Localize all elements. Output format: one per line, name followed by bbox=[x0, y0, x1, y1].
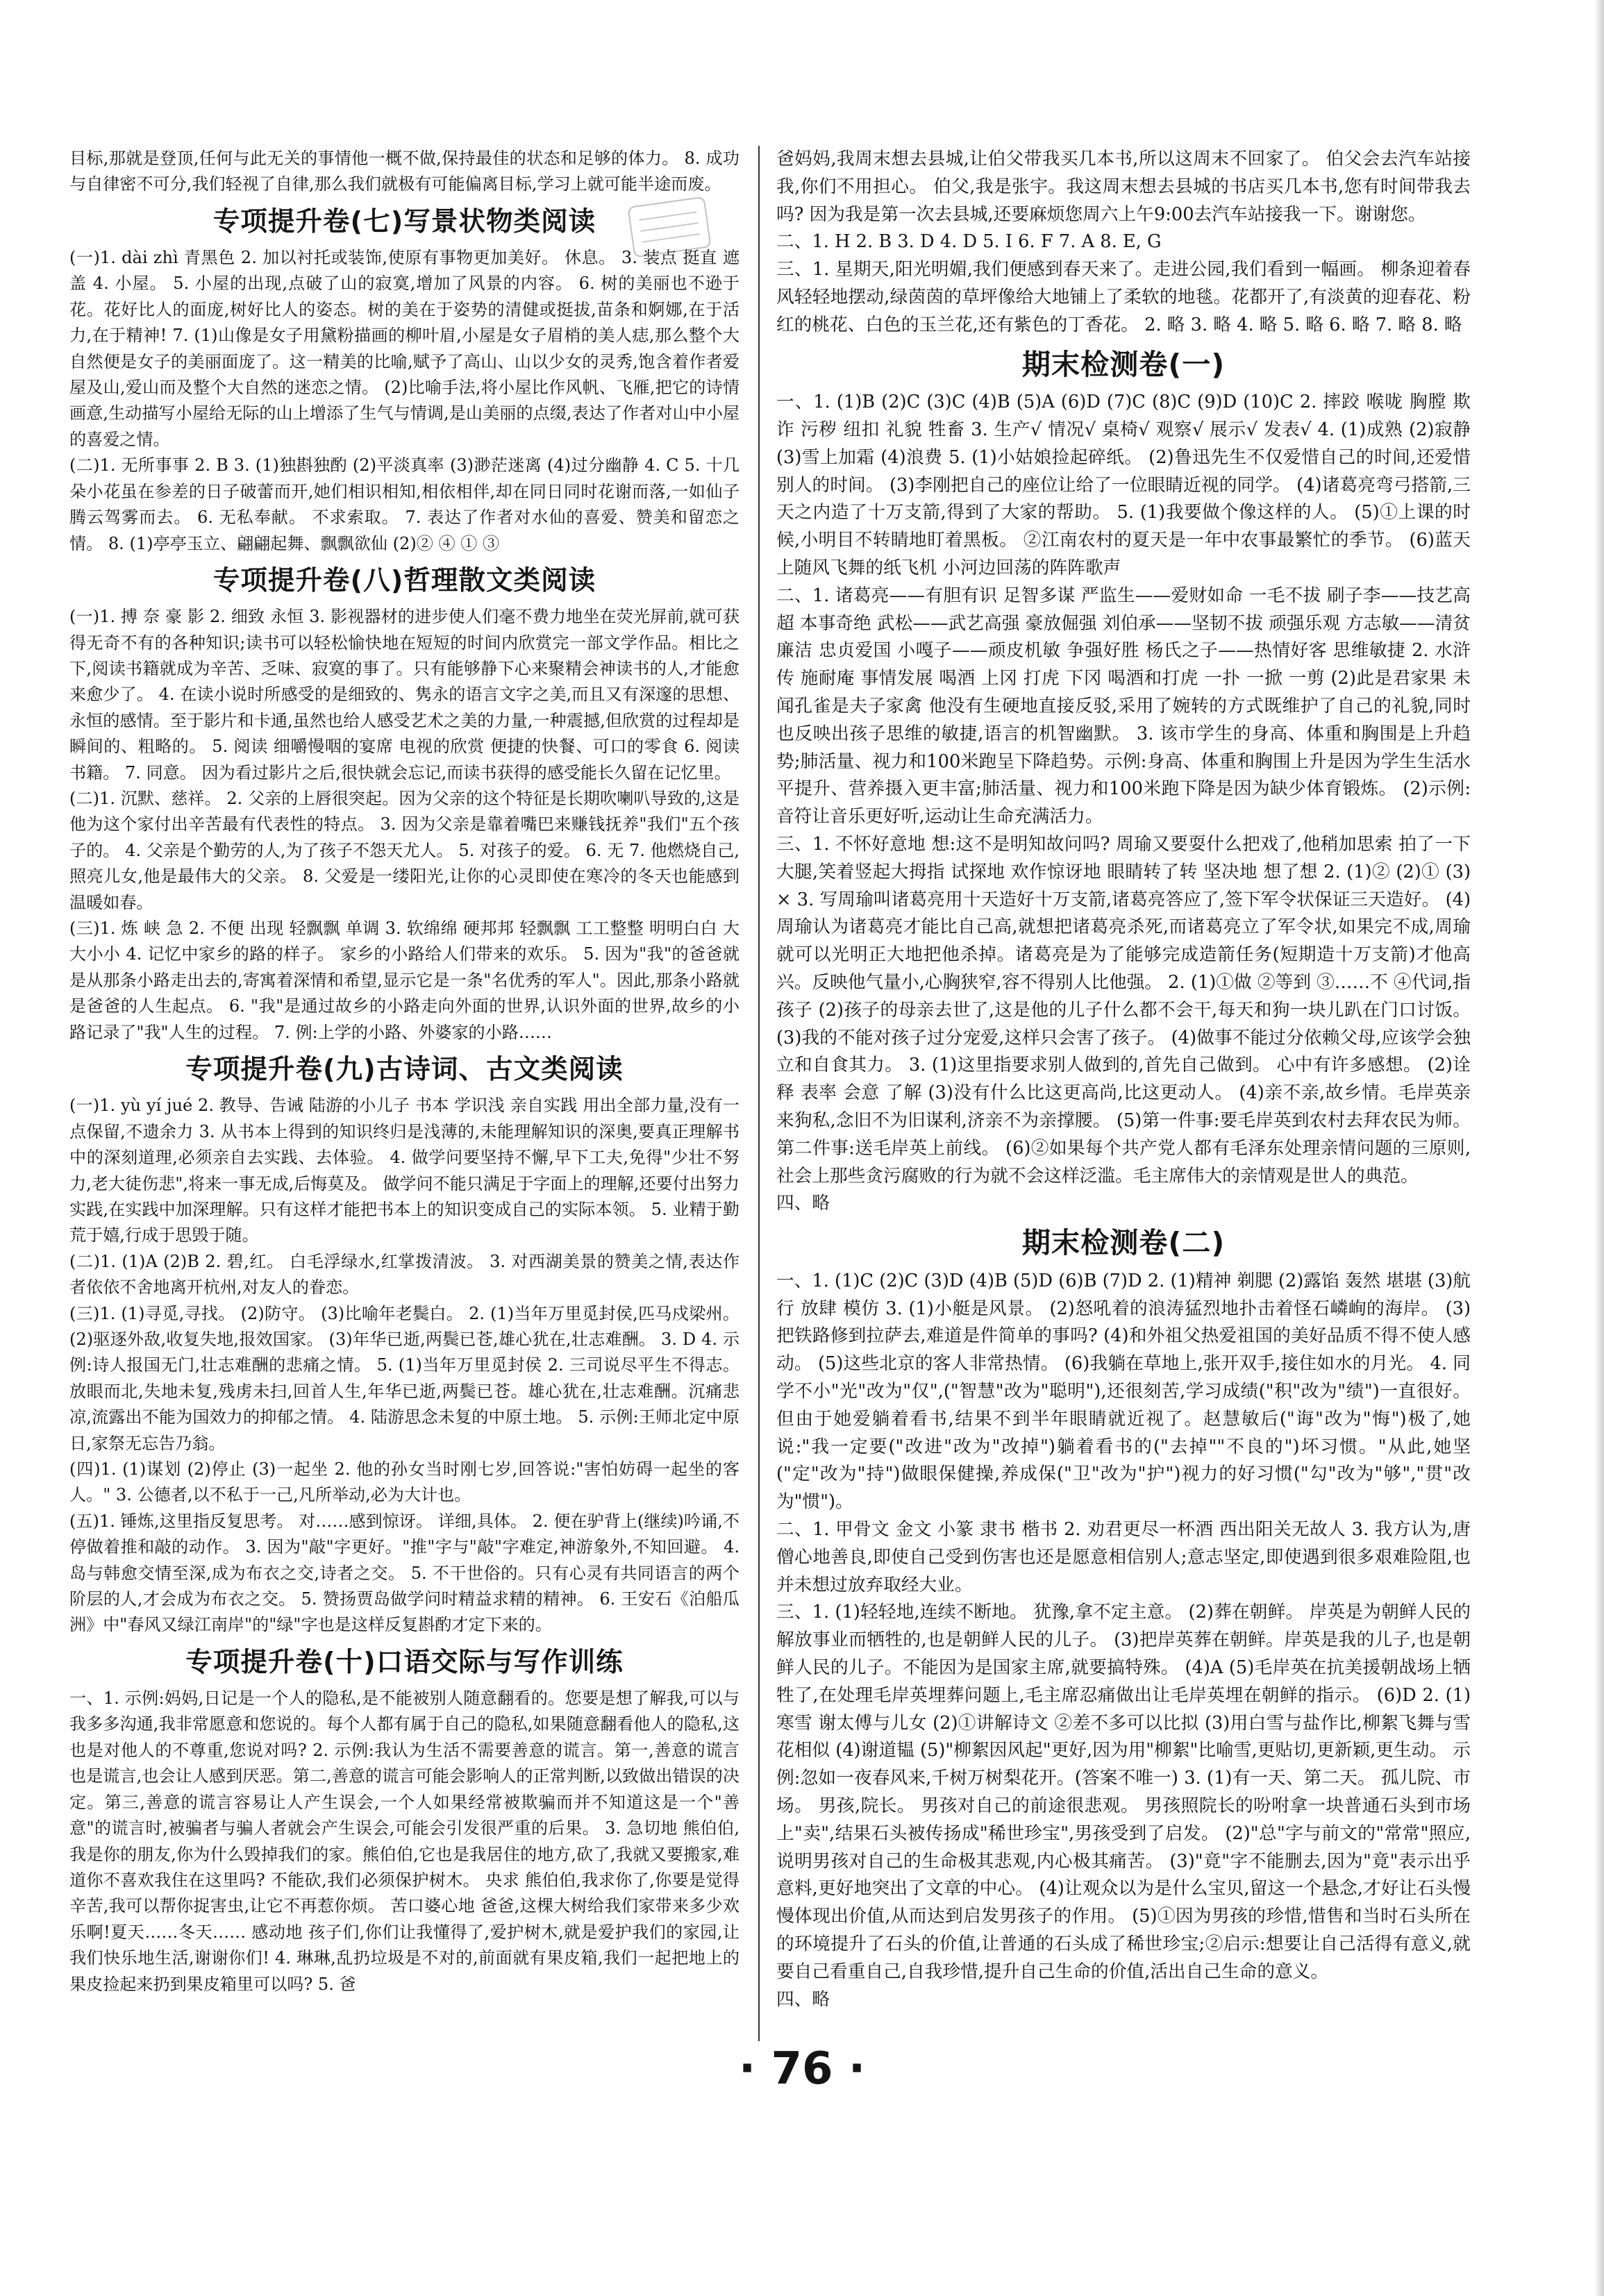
answer-paragraph: 二、1. 诸葛亮——有胆有识 足智多谋 严监生——爱财如命 一毛不拔 刷子李——技艺高超 本事奇绝 武松——武艺高强 豪放倔强 刘伯承——坚韧不拔 顽强乐观 方志敏——清贫廉洁 忠贞爱国 小嘎子——顽皮机敏 争强好胜 杨氏之子——热情好客 思维敏捷 2. 水浒传 施耐庵 事情发展 喝酒 上冈 打虎 下冈 喝酒和打虎 一扑 一掀 一剪 (2)此是君家果 未闻孔雀是夫子家禽 他没有生硬地直接反驳,采用了婉转的方式既维护了自己的礼貌,同时也反映出孩子思维的敏捷,语言的机智幽默。 3. 该市学生的身高、体重和胸围是上升趋势;肺活量、视力和100米跑呈下降趋势。示例:身高、体重和胸围上升是因为学生生活水平提升、营养摄入更丰富;肺活量、视力和100米跑下降是因为缺少体育锻炼。 (2)示例:音符让音乐更好听,运动让生命充满活力。 bbox=[776, 585, 1471, 828]
answer-paragraph: (二)1. 沉默、慈祥。 2. 父亲的上唇很突起。因为父亲的这个特征是长期吹喇叭导致的,这是他为这个家付出辛苦最有代表性的特点。 3. 因为父亲是靠着嘴巴来赚钱抚养"我们"五个孩子的。 4. 父亲是个勤劳的人,为了孩子不怨天尤人。 5. 对孩子的爱。 6. 无 7. 他燃烧自己,照亮儿女,他是最伟大的父亲。 8. 父爱是一缕阳光,让你的心灵即使在寒冷的冬天也能感到温暖如春。 bbox=[69, 789, 740, 912]
answer-paragraph: 一、1. (1)C (2)C (3)D (4)B (5)D (6)B (7)D 2. (1)精神 剃腮 (2)露馅 轰然 堪堪 (3)航行 放肆 模仿 3. (1)小艇是风景。 (2)怒吼着的浪涛猛烈地扑击着怪石嶙峋的海岸。 (3)把铁路修到拉萨去,难道是件简单的事吗? (4)和外祖父热爱祖国的美好品质不得不使人感动。 (5)这些北京的客人非常热情。 (6)我躺在草地上,张开双手,接住如水的月光。 4. 同学不小"光"改为"仅",("智慧"改为"聪明"),还很刻苦,学习成绩("积"改为"绩")一直很好。但由于她爱躺着看书,结果不到半年眼睛就近视了。赵慧敏后("诲"改为"悔")极了,她说:"我一定要("改进"改为"改掉")躺着看书的("去掉""不良的")坏习惯。"从此,她坚("定"改为"持")做眼保健操,养成保("卫"改为"护")视力的好习惯("勾"改为"够","贯"改为"惯")。 bbox=[776, 1270, 1471, 1513]
column-divider bbox=[758, 146, 760, 2041]
binding-shadow bbox=[1594, 0, 1604, 2296]
answer-paragraph: 三、1. 不怀好意地 想:这不是明知故问吗? 周瑜又要耍什么把戏了,他稍加思索 拍了一下大腿,笑着竖起大拇指 试探地 欢作惊讶地 眼睛转了转 坚决地 想了想 2. (1)② (2)① (3)× 3. 写周瑜叫诸葛亮用十天造好十万支箭,诸葛亮答应了,签下军令状保证三天造好。 (4)周瑜认为诸葛亮才能比自己高,就想把诸葛亮杀死,而诸葛亮立了军令状,如果完不成,周瑜就可以光明正大地把他杀掉。诸葛亮是为了能够完成造箭任务(短期造十万支箭)才他高兴。反映他气量小,心胸狭窄,容不得别人比他强。 2. (1)①做 ②等到 ③……不 ④代词,指孩子 (2)孩子的母亲去世了,这是他的儿子什么都不会干,每天和狗一块儿趴在门口讨饭。 (3)我的不能对孩子过分宠爱,这样只会害了孩子。 (4)做事不能过分依赖父母,应该学会独立和自食其力。 3. (1)这里指要求别人做到的,首先自己做到。 心中有许多感想。 (2)诠释 表率 会意 了解 (3)没有什么比这更高尚,比这更动人。 (4)亲不亲,故乡情。毛岸英亲来狗私,念旧不为旧谋利,济亲不为亲撑腰。 (5)第一件事:要毛岸英到农村去拜农民为师。 第二件事:送毛岸英上前线。 (6)②如果每个共产党人都有毛泽东处理亲情问题的三原则,社会上那些贪污腐败的行为就不会这样泛滥。毛主席伟大的亲情观是世人的典范。 bbox=[776, 834, 1471, 1187]
answer-paragraph: (二)1. (1)A (2)B 2. 碧,红。 白毛浮绿水,红掌拨清波。 3. 对西湖美景的赞美之情,表达作者依依不舍地离开杭州,对友人的眷恋。 bbox=[69, 1251, 740, 1298]
answer-paragraph: 二、1. H 2. B 3. D 4. D 5. I 6. F 7. A 8. E, G bbox=[776, 231, 1162, 253]
answer-paragraph: 四、略 bbox=[776, 1193, 830, 1214]
answer-paragraph: 目标,那就是登顶,任何与此无关的事情他一概不做,保持最佳的状态和足够的体力。 8. 成功与自律密不可分,我们轻视了自律,那么我们就极有可能偏离目标,学习上就可能半途而废。 bbox=[69, 149, 740, 194]
answer-paragraph: 爸妈妈,我周末想去县城,让伯父带我买几本书,所以这周末不回家了。 伯父会去汽车站接我,你们不用担心。 伯父,我是张宇。我这周末想去县城的书店买几本书,您有时间带我去吗? 因为我是第一次去县城,还要麻烦您周六上午9:00去汽车站接我一下。谢谢您。 bbox=[776, 149, 1471, 225]
answer-paragraph: 三、1. 星期天,阳光明媚,我们便感到春天来了。走进公园,我们看到一幅画。 柳条迎着春风轻轻地摆动,绿茵茵的草坪像给大地铺上了柔软的地毯。花都开了,有淡黄的迎春花、粉红的桃花、白色的玉兰花,还有紫色的丁香花。 2. 略 3. 略 4. 略 5. 略 6. 略 7. 略 8. 略 bbox=[776, 259, 1471, 335]
section-heading: 专项提升卷(七)写景状物类阅读 bbox=[212, 206, 596, 237]
section-heading: 专项提升卷(八)哲理散文类阅读 bbox=[212, 564, 596, 596]
answer-paragraph: (一)1. yù yí jué 2. 教导、告诫 陆游的小儿子 书本 学识浅 亲自实践 用出全部力量,没有一点保留,不遗余力 3. 从书本上得到的知识终归是浅薄的,未能理解知识的深奥,要真正理解书中的深刻道理,必须亲自去实践、去体验。 4. 做学问要坚持不懈,早下工夫,免得"少壮不努力,老大徒伤悲",将来一事无成,后悔莫及。 做学问不能只满足于字面上的理解,还要付出努力实践,在实践中加深理解。只有这样才能把书本上的知识变成自己的实际本领。 5. 业精于勤荒于嬉,行成于思毁于随。 bbox=[69, 1096, 740, 1246]
left-column bbox=[69, 146, 740, 1997]
answer-paragraph: (一)1. 搏 奈 豪 影 2. 细致 永恒 3. 影视器材的进步使人们毫不费力地坐在荧光屏前,就可获得无奇不有的各种知识;读书可以轻松愉快地在短短的时间内欣赏完一部文学作品。相比之下,阅读书籍就成为辛苦、乏味、寂寞的事了。只有能够静下心来聚精会神读书的人,才能愈来愈少了。 4. 在读小说时所感受的是细致的、隽永的语言文字之美,而且又有深邃的思想、永恒的感情。至于影片和卡通,虽然也给人感受艺术之美的力量,一种震撼,但欣赏的过程却是瞬间的、粗略的。 5. 阅读 细嚼慢咽的宴席 电视的欣赏 便捷的快餐、可口的零食 6. 阅读书籍。 7. 同意。 因为看过影片之后,很快就会忘记,而读书获得的感受能长久留在记忆里。 bbox=[69, 607, 740, 782]
section-heading: 专项提升卷(九)古诗词、古文类阅读 bbox=[185, 1054, 624, 1086]
answer-paragraph: 二、1. 甲骨文 金文 小篆 隶书 楷书 2. 劝君更尽一杯酒 西出阳关无故人 3. 我方认为,唐僧心地善良,即使自己受到伤害也还是愿意相信别人;意志坚定,即使遇到很多艰难险阻,也并未想过放弃取经大业。 bbox=[776, 1519, 1471, 1595]
answer-paragraph: (四)1. (1)谋划 (2)停止 (3)一起坐 2. 他的孙女当时刚七岁,回答说:"害怕妨碍一起坐的客人。" 3. 公德者,以不私于一己,凡所举动,必为大计也。 bbox=[69, 1459, 740, 1505]
answer-paragraph: (一)1. dài zhì 青黑色 2. 加以衬托或装饰,使原有事物更加美好。 休息。 3. 装点 挺直 遮盖 4. 小屋。 5. 小屋的出现,点破了山的寂寞,增加了风景的内容。 6. 树的美丽也不逊于花。花好比人的面庞,树好比人的姿态。树的美在于姿势的清健或挺拔,苗条和婀娜,在于活力,在于精神! 7. (1)山像是女子用黛粉描画的柳叶眉,小屋是女子眉梢的美人痣,那么整个大自然便是女子的美丽面庞了。这一精美的比喻,赋予了高山、山以少女的灵秀,饱含着作者爱屋及山,爱山而及整个大自然的迷恋之情。 (2)比喻手法,将小屋比作风帆、飞雁,把它的诗情画意,生动描写小屋给无际的山上增添了生气与情调,是山美丽的点缀,表达了作者对山中小屋的喜爱之情。 bbox=[69, 248, 740, 449]
section-heading: 期末检测卷(二) bbox=[1021, 1226, 1226, 1260]
answer-paragraph: 三、1. (1)轻轻地,连续不断地。 犹豫,拿不定主意。 (2)葬在朝鲜。 岸英是为朝鲜人民的解放事业而牺牲的,也是朝鲜人民的儿子。 (3)把岸英葬在朝鲜。岸英是我的儿子,也是朝鲜人民的儿子。不能因为是国家主席,就要搞特殊。 (4)A (5)毛岸英在抗美援朝战场上牺牲了,在处理毛岸英埋葬问题上,毛主席忍痛做出让毛岸英埋在朝鲜的指示。 (6)D 2. (1)寒雪 谢太傅与儿女 (2)①讲解诗文 ②差不多可以比拟 (3)用白雪与盐作比,柳絮飞舞与雪花相似 (4)谢道韫 (5)"柳絮因风起"更好,因为用"柳絮"比喻雪,更贴切,更新颖,更生动。 示例:忽如一夜春风来,千树万树梨花开。(答案不唯一) 3. (1)有一天、第二天。 孤儿院、市场。 男孩,院长。 男孩对自己的前途很悲观。 男孩照院长的吩咐拿一块普通石头到市场上"卖",结果石头被传扬成"稀世珍宝",男孩受到了启发。 (2)"总"字与前文的"常常"照应,说明男孩对自己的生命极其悲观,内心极其痛苦。 (3)"竟"字不能删去,因为"竟"表示出乎意料,更好地突出了文章的中心。 (4)让观众以为是什么宝贝,留这一个悬念,才好让石头慢慢体现出价值,从而达到启发男孩子的作用。 (5)①因为男孩的珍惜,惜售和当时石头所在的环境提升了石头的价值,让普通的石头成了稀世珍宝;②启示:想要让自己活得有意义,就要自己看重自己,自我珍惜,提升自己生命的价值,活出自己生命的意义。 bbox=[776, 1602, 1471, 1982]
answer-paragraph: 四、略 bbox=[776, 1988, 830, 2010]
answer-paragraph: (二)1. 无所事事 2. B 3. (1)独斟独酌 (2)平淡真率 (3)渺茫迷离 (4)过分幽静 4. C 5. 十几朵小花虽在参差的日子破蕾而开,她们相识相知,相依相伴,却在同日同时花谢而落,一如仙子腾云驾雾而去。 6. 无私奉献。 不求索取。 7. 表达了作者对水仙的喜爱、赞美和留恋之情。 8. (1)亭亭玉立、翩翩起舞、飘飘欲仙 (2)② ④ ① ③ bbox=[69, 455, 740, 553]
section-heading: 专项提升卷(十)口语交际与写作训练 bbox=[185, 1646, 624, 1678]
right-column bbox=[776, 146, 1471, 2013]
answer-paragraph: (三)1. 炼 峡 急 2. 不便 出现 轻飘飘 单调 3. 软绵绵 硬邦邦 轻飘飘 工工整整 明明白白 大大小小 4. 记忆中家乡的路的样子。 家乡的小路给人们带来的欢乐。 5. 因为"我"的爸爸就是从那条小路走出去的,寄寓着深情和希望,显示它是一条"名优秀的军人"。因此,那条小路就是爸爸的人生起点。 6. "我"是通过故乡的小路走向外面的世界,认识外面的世界,故乡的小路记录了"我"人生的过程。 7. 例:上学的小路、外婆家的小路…… bbox=[69, 919, 740, 1042]
answer-paragraph: 一、1. (1)B (2)C (3)C (4)B (5)A (6)D (7)C (8)C (9)D (10)C 2. 摔跤 喉咙 胸膛 欺诈 污秽 纽扣 礼貌 牲畜 3. 生产√ 情况√ 桌椅√ 观察√ 展示√ 发表√ 4. (1)成熟 (2)寂静 (3)雪上加霜 (4)浪费 5. (1)小姑娘捡起碎纸。 (2)鲁迅先生不仅爱惜自己的时间,还爱惜别人的时间。 (3)李刚把自己的座位让给了一位眼睛近视的同学。 (4)诸葛亮弯弓搭箭,三天之内造了十万支箭,得到了大家的帮助。 5. (1)我要做个像这样的人。 (5)①上课的时候,小明目不转睛地盯着黑板。 ②江南农村的夏天是一年中农事最繁忙的季节。 (6)蓝天上随风飞舞的纸飞机 小河边回荡的阵阵歌声 bbox=[776, 392, 1471, 579]
answer-paragraph: (三)1. (1)寻觅,寻找。 (2)防守。 (3)比喻年老鬓白。 2. (1)当年万里觅封侯,匹马戍梁州。 (2)驱逐外敌,收复失地,报效国家。 (3)年华已逝,两鬓已苍,雄心犹在,壮志难酬。 3. D 4. 示例:诗人报国无门,壮志难酬的悲痛之情。 5. (1)当年万里觅封侯 2. 三司说尽平生不得志。 放眼而北,失地未复,残虏未扫,回首人生,年华已逝,两鬓已苍。雄心犹在,壮志难酬。沉痛悲凉,流露出不能为国效力的抑郁之情。 4. 陆游思念未复的中原土地。 5. 示例:王师北定中原日,家祭无忘告乃翁。 bbox=[69, 1303, 740, 1453]
answer-paragraph: (五)1. 锤炼,这里指反复思考。 对……感到惊讶。 详细,具体。 2. 便在驴背上(继续)吟诵,不停做着推和敲的动作。 3. 因为"敲"字更好。"推"字与"敲"字难定,神游象外,不知回避。 4. 岛与韩愈交情至深,成为布衣之交,诗者之交。 5. 不干世俗的。只有心灵有共同语言的两个阶层的人,才会成为布衣之交。 5. 赞扬贾岛做学问时精益求精的精神。 6. 王安石《泊船瓜洲》中"春风又绿江南岸"的"绿"字也是这样反复斟酌才定下来的。 bbox=[69, 1511, 740, 1635]
answer-paragraph: 一、1. 示例:妈妈,日记是一个人的隐私,是不能被别人随意翻看的。您要是想了解我,可以与我多多沟通,我非常愿意和您说的。每个人都有属于自己的隐私,如果随意翻看他人的隐私,这也是对他人的不尊重,您说对吗? 2. 示例:我认为生活不需要善意的谎言。第一,善意的谎言也是谎言,也会让人感到厌恶。第二,善意的谎言可能会影响人的正常判断,以致做出错误的决定。第三,善意的谎言容易让人产生误会,一个人如果经常被欺骗而并不知道这是一个"善意"的谎言时,被骗者与骗人者就会产生误会,可能会引发很严重的后果。 3. 急切地 熊伯伯,我是你的朋友,你为什么毁掉我们的家。熊伯伯,它也是我居住的地方,砍了,我就又要搬家,难道你不喜欢我住在这里吗? 不能砍,我们必须保护树木。 央求 熊伯伯,我求你了,你要是觉得辛苦,我可以帮你捉害虫,让它不再惹你烦。 苦口婆心地 爸爸,这棵大树给我们家带来多少欢乐啊!夏天……冬天…… 感动地 孩子们,你们让我懂得了,爱护树木,就是爱护我们的家园,让我们快乐地生活,谢谢你们! 4. 琳琳,乱扔垃圾是不对的,前面就有果皮箱,我们一起把地上的果皮捡起来扔到果皮箱里可以吗? 5. 爸 bbox=[69, 1689, 740, 1994]
page-number: · 76 · bbox=[738, 2043, 866, 2095]
section-heading: 期末检测卷(一) bbox=[1021, 347, 1226, 381]
